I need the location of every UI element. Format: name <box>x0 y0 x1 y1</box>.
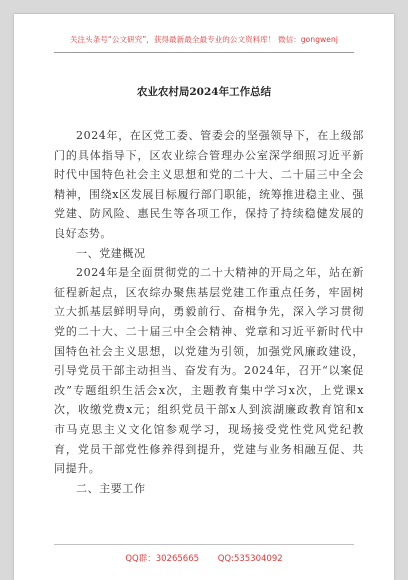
section-heading-party-building: 一、党建概况 <box>76 246 146 260</box>
footer-divider <box>54 544 354 545</box>
intro-paragraph: 2024年，在区党工委、管委会的坚强领导下，在上级部门的具体指导下，区农业综合管理办公室深学细照习近平新时代中国特色社会主义思想和党的二十大、二十届三中全会精神，围绕x区发展目标履行部门职能，统筹推进稳主业、强党建、防风险、惠民生等各项工作，保持了持续稳健发展的良好态势。 <box>54 129 364 240</box>
footer-qq-number: QQ:535304092 <box>217 554 283 564</box>
document-title: 农业农村局2024年工作总结 <box>136 86 272 98</box>
header-divider <box>54 52 354 53</box>
section-heading-main-work: 二、主要工作 <box>76 481 146 495</box>
footer-qq-group: QQ群：30265665 <box>125 554 200 564</box>
header-note: 关注头条号“公文研究”，获得最新最全最专业的公文资料库！ 微信：gongwenj <box>69 35 339 44</box>
document-page <box>14 14 394 580</box>
document-body <box>54 126 364 498</box>
footer-contact <box>14 552 394 564</box>
party-building-paragraph: 2024年是全面贯彻党的二十大精神的开局之年，站在新征程新起点，区农综办聚焦基层党建工作重点任务，牢固树立大抓基层鲜明导向，勇毅前行、奋楫争先，深入学习贯彻党的二十大、二十届三中全会精神、党章和习近平新时代中国特色社会主义思想，以党建为引领，加强党风廉政建设，引导党员干部主动担当、奋发有为。2024年，召开“以案促改”专题组织生活会x次，主题教育集中学习x次，上党课x次，收缴党费x元；组织党员干部x人到滨湖廉政教育馆和x市马克思主义文化馆参观学习，现场接受党性党风党纪教育，党员干部党性修养得到提升，党建与业务相融互促、共同提升。 <box>54 266 364 476</box>
